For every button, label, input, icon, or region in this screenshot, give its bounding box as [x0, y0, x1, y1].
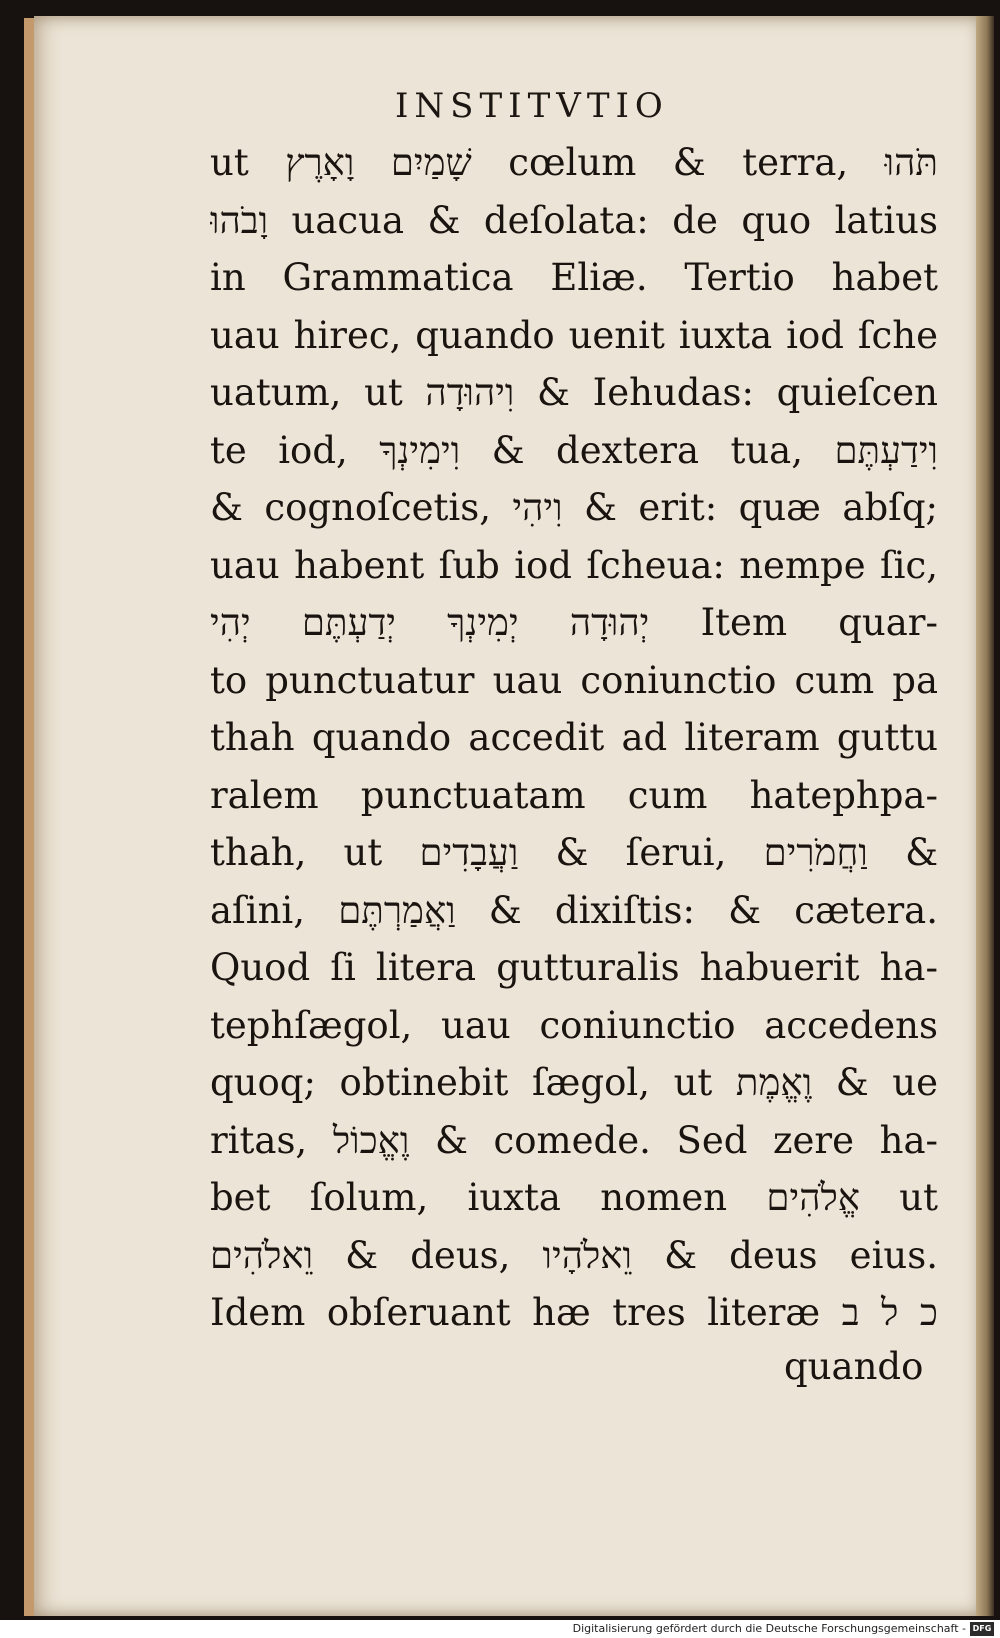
text-line: & cognoſcetis, וִיהִי & erit: quæ abſq; — [210, 486, 938, 529]
text-line: tephſægol, uau coniunctio accedens — [210, 1003, 938, 1047]
text-line: ut שָׁמַיִם וָאָרֶץ cœlum & terra, תֹּהוּ — [210, 141, 938, 184]
text-line: וֵאלֹהִים & deus, וֵאלֹהָיו & deus eius. — [210, 1233, 938, 1277]
text-line: thah, ut וַעֲבָדִים & ſerui, וַחֲמֹרִים & — [210, 831, 938, 874]
running-head: INSTITVTIO — [395, 86, 669, 126]
text-line: uatum, ut וִיהוּדָה & Iehudas: quieſcen — [210, 371, 938, 414]
catchword: quando — [784, 1345, 924, 1388]
text-line: uau habent ſub iod ſcheua: nempe ſic, — [210, 543, 938, 587]
text-line: bet ſolum, iuxta nomen אֱלֹהִים ut — [210, 1176, 938, 1219]
text-line: uau hirec, quando uenit iuxta iod ſche — [210, 313, 938, 357]
text-line: quoq; obtinebit ſægol, ut וֶאֱמֶת & ue — [210, 1061, 938, 1104]
book-edge-right — [976, 16, 994, 1616]
text-line: te iod, וִימִינְךָ & dextera tua, וִידַעְתֶּם — [210, 428, 938, 472]
text-line: Idem obſeruant hæ tres literæ כ ל ב — [210, 1291, 938, 1334]
text-line: Quod ſi litera gutturalis habuerit ha- — [210, 946, 938, 989]
text-line: ralem punctuatam cum hatephpa- — [210, 773, 938, 817]
text-line: thah quando accedit ad literam guttu — [210, 716, 938, 759]
dfg-logo-icon: DFG — [970, 1622, 994, 1636]
text-line: ritas, וֶאֱכוֹל & comede. Sed zere ha- — [210, 1118, 938, 1162]
text-line: aſini, וַאֲמַרְתֶּם & dixiſtis: & cætera. — [210, 888, 938, 932]
text-line: in Grammatica Eliæ. Tertio habet — [210, 256, 938, 299]
text-line: to punctuatur uau coniunctio cum pa — [210, 658, 938, 702]
body-text — [210, 134, 938, 1342]
text-line: יְהוּדָה יְמִינְךָ יְדַעְתֶּם יְהִי Item quar- — [210, 601, 938, 644]
text-line: וָבֹהוּ uacua & deſolata: de quo latius — [210, 198, 938, 242]
funding-credit: Digitalisierung gefördert durch die Deutsche Forschungsgemeinschaft - — [572, 1622, 966, 1635]
